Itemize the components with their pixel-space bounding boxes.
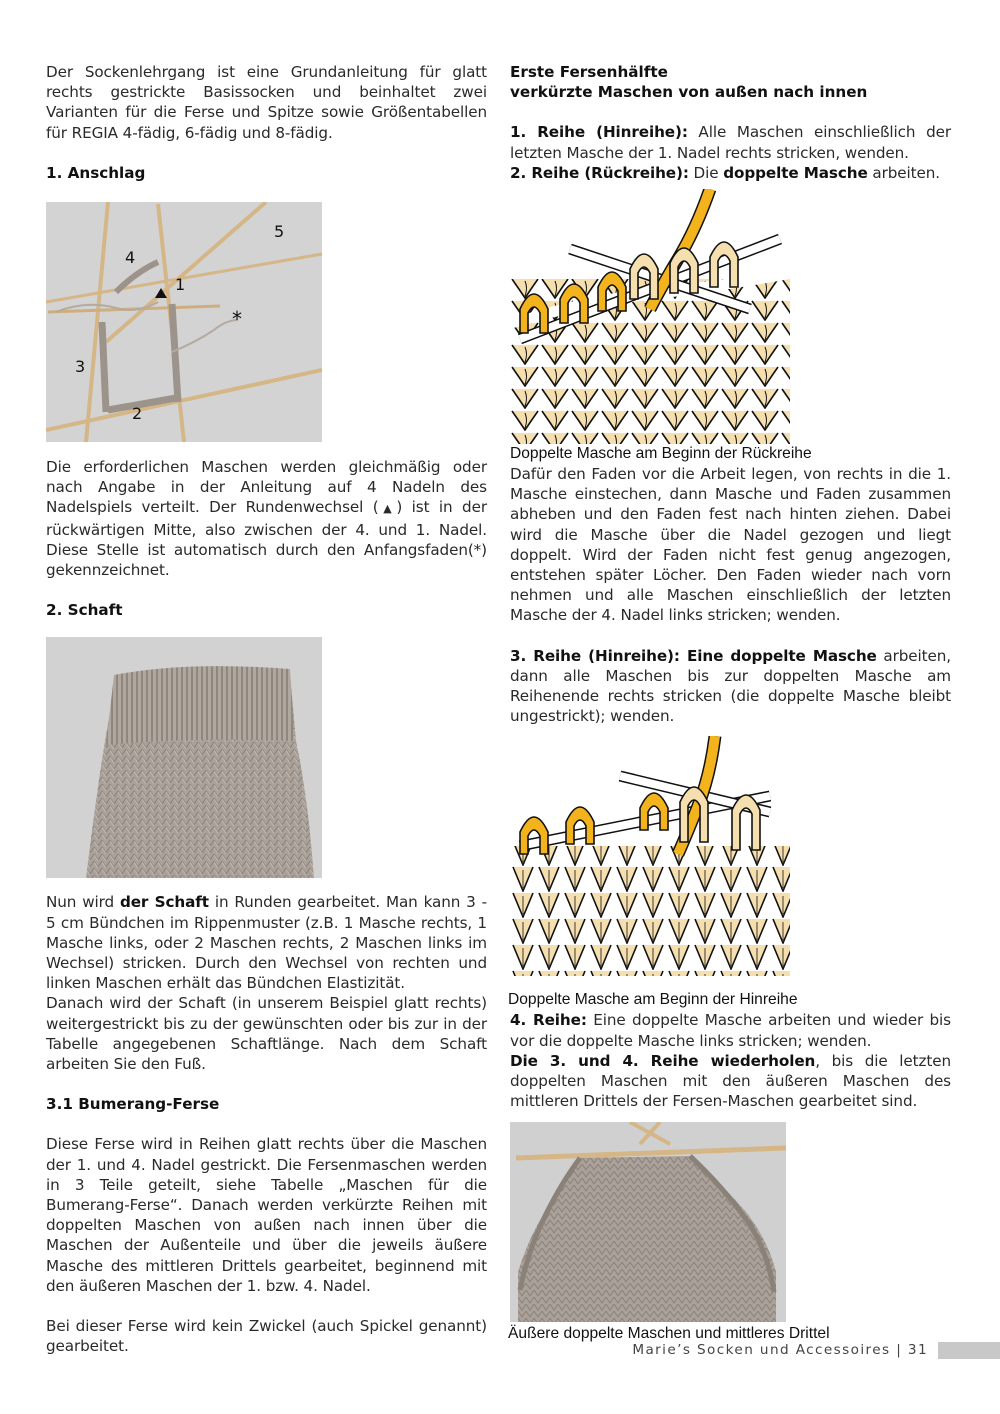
row-1-paragraph: 1. Reihe (Hinreihe): Alle Maschen einschließlich der letzten Masche der 1. Nadel rechts stricken, wenden.: [510, 123, 951, 162]
schaft-paragraph: Nun wird der Schaft in Runden gearbeitet. Man kann 3 - 5 cm Bündchen im Rippenmuster (z.B. 1 Masche rechts, 1 Masche links, oder 2 Maschen rechts, 2 Maschen links im Wechsel) stricken. Durch den Wechsel von rechten und linken Maschen erhält das Bündchen Elastizität.: [46, 893, 487, 993]
footer-bar: [938, 1342, 1000, 1359]
schaft-photo: [46, 637, 322, 878]
repeat-paragraph: Die 3. und 4. Reihe wiederholen, bis die letzten doppelten Maschen mit den äußeren Maschen des mittleren Drittels der Fersen-Maschen gearbeitet sind.: [510, 1051, 951, 1111]
heading-anschlag: 1. Anschlag: [46, 163, 146, 182]
needle-label-4: 4: [125, 248, 136, 268]
heading-bumerang-ferse: 3.1 Bumerang-Ferse: [46, 1095, 220, 1114]
sock-leg-illustration: [46, 637, 322, 878]
knitting-diagram-1: [510, 189, 790, 444]
footer-text: Marie’s Socken und Accessoires | 31: [632, 1342, 928, 1358]
heading-schaft: 2. Schaft: [46, 601, 123, 620]
needle-label-5: 5: [274, 222, 285, 242]
page-footer: [632, 1340, 1000, 1360]
right-column: [510, 62, 951, 1344]
triangle-marker-icon: ▲: [378, 502, 397, 516]
needle-label-1: 1: [175, 275, 186, 295]
heel-illustration: [510, 1122, 786, 1322]
caption-hinreihe: Doppelte Masche am Beginn der Hinreihe: [508, 991, 798, 1009]
needle-label-2: 2: [132, 404, 143, 424]
start-yarn-star: *: [232, 307, 242, 332]
ferse-photo: [510, 1122, 786, 1322]
caption-ferse: Äußere doppelte Maschen und mittleres Drittel: [508, 1325, 830, 1343]
anschlag-photo: [46, 202, 322, 442]
row-2-paragraph: 2. Reihe (Rückreihe): Die doppelte Masche arbeiten.: [510, 163, 940, 182]
caption-rueckreihe: Doppelte Masche am Beginn der Rückreihe: [510, 445, 812, 463]
knitting-diagram-2: [510, 736, 790, 976]
left-column: [46, 62, 487, 1357]
schaft-paragraph-2: Danach wird der Schaft (in unserem Beispiel glatt rechts) weitergestrickt bis zu der gewünschten oder bis zur in der Tabelle angegebenen Schaftlänge. Nach dem Schaft arbeiten Sie den Fuß.: [46, 994, 487, 1074]
rueckreihe-paragraph: Dafür den Faden vor die Arbeit legen, von rechts in die 1. Masche einstechen, dann Masche und Faden zusammen abheben und den Faden fest nach hinten ziehen. Dabei wird die Masche über die Nadel gezogen und liegt doppelt. Wird der Faden nicht fest genug angezogen, entstehen später Löcher. Den Faden wieder nach vorn nehmen und alle Maschen einschließlich der letzten Masche der 4. Nadel links stricken; wenden.: [510, 465, 951, 625]
section-title-1: Erste Fersenhälfte: [510, 63, 668, 81]
row-3-paragraph: 3. Reihe (Hinreihe): Eine doppelte Masche arbeiten, dann alle Maschen bis zur doppelten Masche am Reihenende rechts stricken (die doppelte Masche bleibt ungestrickt); wenden.: [510, 646, 951, 726]
ferse-paragraph: Diese Ferse wird in Reihen glatt rechts über die Maschen der 1. und 4. Nadel gestrickt. Die Fersenmaschen werden in 3 Teile geteilt, siehe Tabelle „Maschen für die Bumerang-Ferse“. Danach werden verkürzte Reihen mit doppelten Maschen von außen nach innen über die Maschen der Außenteile und über die jeweils äußere Masche des mittleren Drittels gearbeitet, beginnend mit den äußeren Maschen der 1. bzw. 4. Nadel.: [46, 1135, 487, 1295]
row-4-paragraph: 4. Reihe: Eine doppelte Masche arbeiten und wieder bis vor die doppelte Masche links stricken; wenden.: [510, 1011, 951, 1050]
ferse-paragraph-2: Bei dieser Ferse wird kein Zwickel (auch Spickel genannt) gearbeitet.: [46, 1317, 487, 1356]
section-title-2: verkürzte Maschen von außen nach innen: [510, 83, 868, 102]
anschlag-paragraph: Die erforderlichen Maschen werden gleichmäßig oder nach Angabe in der Anleitung auf 4 Nadeln des Nadelspiels verteilt. Der Rundenwechsel (▲) ist in der rückwärtigen Mitte, also zwischen der 4. und 1. Nadel. Diese Stelle ist automatisch durch den Anfangsfaden(*) gekennzeichnet.: [46, 458, 487, 580]
needle-label-3: 3: [75, 357, 86, 377]
illustration-hinreihe: [510, 736, 790, 976]
illustration-rueckreihe: [510, 189, 790, 444]
intro-paragraph: Der Sockenlehrgang ist eine Grundanleitung für glatt rechts gestrickte Basissocken und beinhaltet zwei Varianten für die Ferse und Spitze sowie Größentabellen für REGIA 4-fädig, 6-fädig und 8-fädig.: [46, 63, 487, 142]
